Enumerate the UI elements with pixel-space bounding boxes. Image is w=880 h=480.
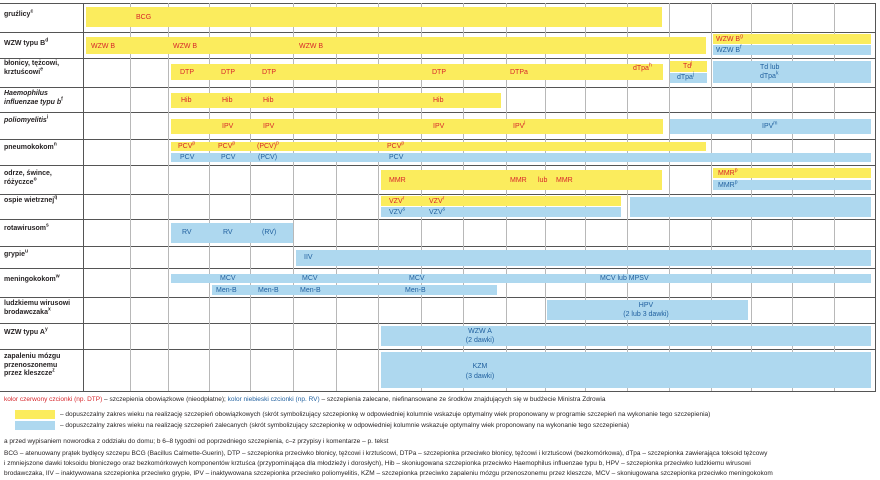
cell-men-b: Men-B: [216, 287, 237, 294]
cell-mmr-or: lub: [538, 177, 548, 184]
cell-ipv: IPV$^l$: [513, 120, 526, 130]
row-label-influenza: grypie$^u$: [4, 248, 29, 258]
cell-dtp: DTP: [262, 69, 276, 76]
legend-yellow-text: – dopuszczalny zakres wieku na realizację szczepień obowiązkowych (skrót symbolizujący szczepionkę w odpowiedniej kolumnie wskazuje optymalny wiek proponowany w programie szczepień na wykonanie tego szczepienia): [60, 411, 711, 418]
cell-ipv-adult: IPV$^m$: [762, 120, 778, 130]
cell-bcg: BCG: [136, 14, 152, 21]
cell-ipv: IPV: [263, 123, 275, 130]
cell-mmr: MMR: [510, 177, 527, 184]
row-label-haemophilus: Haemophilus influenzae typu $b^f$: [4, 90, 63, 106]
row-label-tuberculosis: gruźlicy$^c$: [4, 8, 34, 18]
cell-kzm-doses: (3 dawki): [465, 373, 495, 380]
cell-men-b: Men-B: [258, 287, 279, 294]
cell-mcv: MCV: [302, 275, 318, 282]
cell-pcv: PCV$^p$: [387, 140, 405, 150]
cell-hib: Hib: [433, 97, 444, 104]
cell-wzw-a-doses: (2 dawki): [465, 337, 495, 344]
abbreviations-line: i zmniejszone dawki toksoidu błoniczego oraz bezkomórkowych komponentów krztuśca (przypominająca dla młodzieży i dorosłych), Hib – skoniugowana szczepionka przeciwko Haemophilus influenzae typu b, HPV – szczepionka przeciwko ludzkiemu wirusowi: [4, 460, 751, 467]
cell-ipv: IPV: [222, 123, 234, 130]
cell-hpv: HPV: [638, 302, 654, 309]
cell-kzm: KZM: [472, 363, 488, 370]
row-label-rotavirus: rotawirusom$^s$: [4, 222, 49, 232]
cell-dtpa: DTPa: [510, 69, 528, 76]
cell-mmr: MMR: [389, 177, 406, 184]
cell-hpv-doses: (2 lub 3 dawki): [623, 311, 669, 318]
cell-dtpa-adult: dTpa$^k$: [760, 70, 779, 80]
cell-hib: Hib: [181, 97, 192, 104]
cell-mmr-adult-recommended: MMR$^p$: [718, 179, 738, 189]
band-pcv-yellow: [171, 142, 706, 151]
cell-dtp: DTP: [432, 69, 446, 76]
band-vzv-yellow: [381, 196, 621, 206]
legend-yellow-swatch: [15, 410, 55, 419]
cell-vzv: VZV$^r$: [429, 195, 445, 205]
row-label-diphtheria: błonicy, tężcowi, krztuścowi$^e$: [4, 60, 60, 76]
cell-rv: RV: [223, 229, 233, 236]
band-menb: [212, 285, 497, 295]
cell-wzw-b: WZW B: [299, 43, 324, 50]
abbreviations-line: BCG – atenuowany prątek bydlęcy szczepu BCG (Bacillus Calmette-Guerin), DTP – szczepionka przeciwko błonicy, tężcowi i krztuścowi, DTPa – szczepionka przeciwko błonicy, tężcowi i krztuścowi (bezkomórkowa), dTpa – szczepionka zawierająca toksoid tężcowy: [4, 450, 768, 457]
cell-mmr: MMR: [556, 177, 573, 184]
row-label-pneumococcus: pneumokokom$^n$: [4, 141, 57, 151]
cell-vzv-recommended: VZV$^s$: [429, 206, 446, 216]
cell-pcv-recommended: PCV: [221, 154, 236, 161]
band-vzv-blue: [381, 207, 621, 217]
band-hib: [171, 93, 501, 108]
cell-pcv: PCV$^p$: [178, 140, 196, 150]
cell-td-lub: Td lub: [760, 64, 780, 71]
row-label-tbe: zapaleniu mózgu przenoszonemu przez kleszcze$^z$: [4, 353, 61, 377]
cell-rv: RV: [182, 229, 192, 236]
cell-wzw-b-adult: WZW $B^g$: [716, 33, 743, 43]
cell-pcv-recommended: PCV: [180, 154, 195, 161]
cell-iiv: IIV: [304, 254, 313, 261]
band-ipv: [171, 119, 663, 134]
cell-dtp: DTP: [221, 69, 235, 76]
cell-men-b: Men-B: [405, 287, 426, 294]
cell-rv: (RV): [262, 229, 277, 236]
cell-vzv: VZV$^r$: [389, 195, 405, 205]
cell-mcv: MCV: [409, 275, 425, 282]
cell-hib: Hib: [222, 97, 233, 104]
cell-ipv: IPV: [433, 123, 445, 130]
cell-wzw-b-adult-recommended: WZW $B^f$: [716, 44, 742, 54]
cell-men-b: Men-B: [300, 287, 321, 294]
cell-mmr-adult: MMR$^p$: [718, 167, 738, 177]
cell-mcv-or-mpsv: MCV lub MPSV: [600, 275, 649, 282]
cell-wzw-a: WZW A: [468, 328, 492, 335]
row-label-meningococcus: meningokokom$^w$: [4, 273, 60, 283]
cell-dtp: DTP: [180, 69, 194, 76]
row-label-hpv: ludzkiemu wirusowi brodawczaka$^x$: [4, 300, 71, 316]
cell-dtpa-recommended: dTpa$^j$: [677, 71, 695, 81]
band-influenza: [296, 250, 871, 266]
band-bcg: [86, 7, 662, 27]
legend-blue-text: – dopuszczalny zakres wieku na realizację szczepień zalecanych (skrót symbolizujący szczepionkę w odpowiedniej kolumnie wskazuje optymalny wiek proponowany na wykonanie tego szczepienia): [60, 422, 630, 429]
cell-pcv: (PCV)$^p$: [257, 140, 279, 150]
band-mcv: [171, 274, 871, 283]
cell-pcv-recommended: PCV: [389, 154, 404, 161]
abbreviations-line: brodawczaka, IIV – inaktywowana szczepionka przeciwko grypie, IPV – inaktywowana szczepionka przeciwko poliomyelitis, KZM – szczepionka przeciwko zapaleniu mózgu przenoszonemu przez kleszcze, MCV – skoniugowana szczepionka przeciwko meningokokom: [4, 470, 773, 477]
cell-pcv-recommended: (PCV): [258, 154, 278, 161]
row-label-hepatitis-a: WZW typu $A^y$: [4, 326, 48, 336]
footnote: a przed wypisaniem noworodka z oddziału do domu; b 6–8 tygodni od poprzedniego szczepienia, c–z przypisy i komentarze – p. tekst: [4, 438, 389, 445]
row-label-hepatitis-b: WZW typu $B^d$: [4, 37, 49, 47]
band-vzv-adult: [630, 197, 871, 217]
legend-blue-swatch: [15, 421, 55, 430]
row-label-polio: poliomyelitis$^i$: [4, 114, 49, 124]
band-td-adult: [713, 61, 871, 83]
cell-dtpa-booster: dTpa$^h$: [633, 62, 652, 72]
cell-wzw-b: WZW B: [173, 43, 198, 50]
cell-wzw-b: WZW B: [91, 43, 116, 50]
cell-hib: Hib: [263, 97, 274, 104]
cell-vzv-recommended: VZV$^s$: [389, 206, 406, 216]
cell-pcv: PCV$^p$: [218, 140, 236, 150]
cell-mcv: MCV: [220, 275, 236, 282]
legend-colors: kolor czerwony czcionki (np. DTP) – szczepienia obowiązkowe (nieodpłatne); kolor niebieski czcionki (np. RV) – szczepienia zalecane, niefinansowane ze środków znajdujących się w budżecie Ministra Zdrowia: [4, 396, 606, 403]
row-label-varicella: ospie wietrznej$^q$: [4, 194, 58, 204]
row-label-mmr: odrze, śwince, różyczce$^o$: [4, 170, 52, 186]
band-dtp: [171, 64, 663, 80]
cell-td: Td$^j$: [683, 60, 693, 70]
